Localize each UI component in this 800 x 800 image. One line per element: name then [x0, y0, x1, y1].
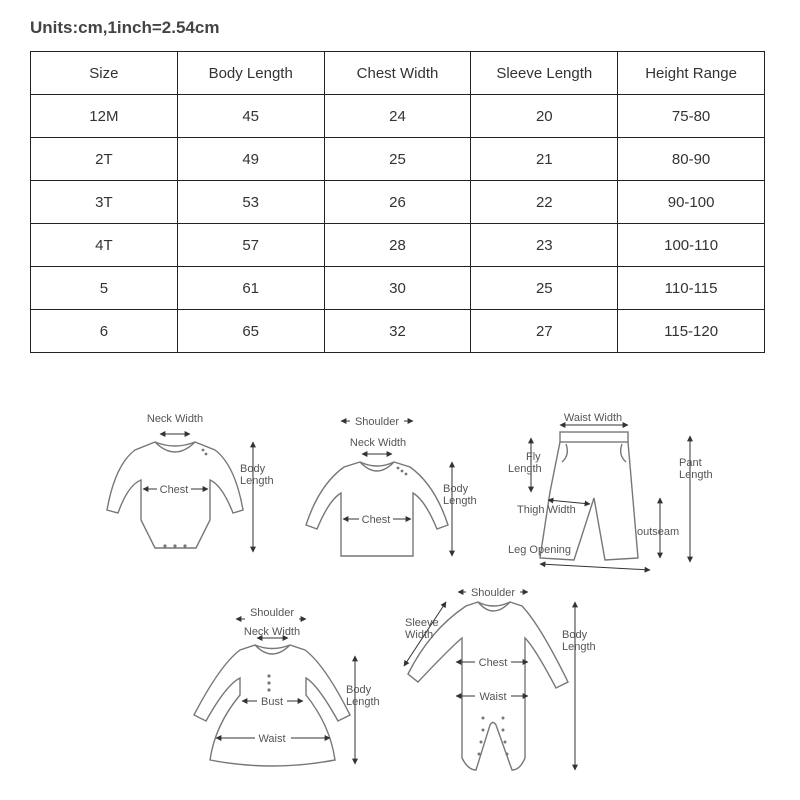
pants-diagram	[508, 412, 713, 570]
romper-sleeve-width-label-2: Width	[405, 629, 434, 641]
pants-leg-opening-label: Leg Opening	[508, 544, 571, 556]
cell-body-length: 49	[177, 138, 324, 181]
dress-diagram	[194, 607, 380, 766]
cell-height-range: 110-115	[618, 267, 765, 310]
cell-size: 4T	[31, 224, 178, 267]
cell-body-length: 61	[177, 267, 324, 310]
header-height-range: Height Range	[618, 52, 765, 95]
cell-height-range: 115-120	[618, 310, 765, 353]
table-row	[31, 224, 765, 267]
cell-body-length: 65	[177, 310, 324, 353]
top-body-length-label-1: Body	[443, 483, 469, 495]
cell-sleeve-length: 25	[471, 267, 618, 310]
dress-body-length-label-1: Body	[346, 684, 372, 696]
cell-body-length: 57	[177, 224, 324, 267]
cell-sleeve-length: 21	[471, 138, 618, 181]
cell-size: 6	[31, 310, 178, 353]
romper-waist-label: Waist	[479, 691, 507, 703]
table-header-row	[31, 52, 765, 95]
units-note: Units:cm,1inch=2.54cm	[30, 18, 220, 37]
cell-size: 5	[31, 267, 178, 310]
dress-waist-label: Waist	[258, 733, 286, 745]
cell-sleeve-length: 23	[471, 224, 618, 267]
cell-chest-width: 24	[324, 95, 471, 138]
cell-height-range: 90-100	[618, 181, 765, 224]
cell-height-range: 100-110	[618, 224, 765, 267]
dress-neck-width-label: Neck Width	[243, 626, 301, 638]
header-sleeve-length: Sleeve Length	[471, 52, 618, 95]
pants-fly-length-label-1: Fly	[526, 451, 541, 463]
table-row	[31, 181, 765, 224]
size-chart-table	[30, 51, 765, 353]
cell-chest-width: 30	[324, 267, 471, 310]
pants-pant-length-label-2: Length	[679, 469, 713, 481]
table-row	[31, 267, 765, 310]
dress-shoulder-label: Shoulder	[249, 607, 295, 619]
romper-diagram	[404, 585, 596, 770]
romper-body-length-label-1: Body	[562, 629, 588, 641]
bodysuit-body-length-label-2: Length	[240, 475, 274, 487]
romper-chest-label: Chest	[478, 657, 508, 669]
pants-waist-width-label: Waist Width	[563, 412, 623, 424]
cell-chest-width: 28	[324, 224, 471, 267]
cell-size: 3T	[31, 181, 178, 224]
pants-outseam-label: outseam	[637, 526, 680, 538]
header-size: Size	[31, 52, 178, 95]
header-body-length: Body Length	[177, 52, 324, 95]
cell-size: 2T	[31, 138, 178, 181]
dress-bust-label: Bust	[260, 696, 284, 708]
table-row	[31, 310, 765, 353]
table-row	[31, 138, 765, 181]
table-row	[31, 95, 765, 138]
top-neck-width-label: Neck Width	[349, 437, 407, 449]
dress-body-length-label-2: Length	[346, 696, 380, 708]
romper-sleeve-width-label-1: Sleeve	[405, 617, 439, 629]
cell-height-range: 80-90	[618, 138, 765, 181]
pants-thigh-width-label: Thigh Width	[517, 504, 576, 516]
romper-body-length-label-2: Length	[562, 641, 596, 653]
bodysuit-body-length-label-1: Body	[240, 463, 266, 475]
cell-size: 12M	[31, 95, 178, 138]
cell-body-length: 53	[177, 181, 324, 224]
cell-height-range: 75-80	[618, 95, 765, 138]
cell-sleeve-length: 20	[471, 95, 618, 138]
top-body-length-label-2: Length	[443, 495, 477, 507]
top-chest-label: Chest	[361, 514, 391, 526]
cell-sleeve-length: 22	[471, 181, 618, 224]
top-shoulder-label: Shoulder	[354, 416, 400, 428]
cell-chest-width: 26	[324, 181, 471, 224]
bodysuit-diagram	[107, 413, 274, 552]
cell-chest-width: 25	[324, 138, 471, 181]
top-diagram	[306, 414, 477, 556]
bodysuit-chest-label: Chest	[159, 484, 189, 496]
pants-pant-length-label-1: Pant	[679, 457, 702, 469]
romper-shoulder-label: Shoulder	[470, 587, 516, 599]
cell-chest-width: 32	[324, 310, 471, 353]
cell-sleeve-length: 27	[471, 310, 618, 353]
bodysuit-neck-width-label: Neck Width	[146, 413, 204, 425]
measurement-diagrams	[0, 380, 800, 780]
header-chest-width: Chest Width	[324, 52, 471, 95]
pants-fly-length-label-2: Length	[508, 463, 542, 475]
cell-body-length: 45	[177, 95, 324, 138]
